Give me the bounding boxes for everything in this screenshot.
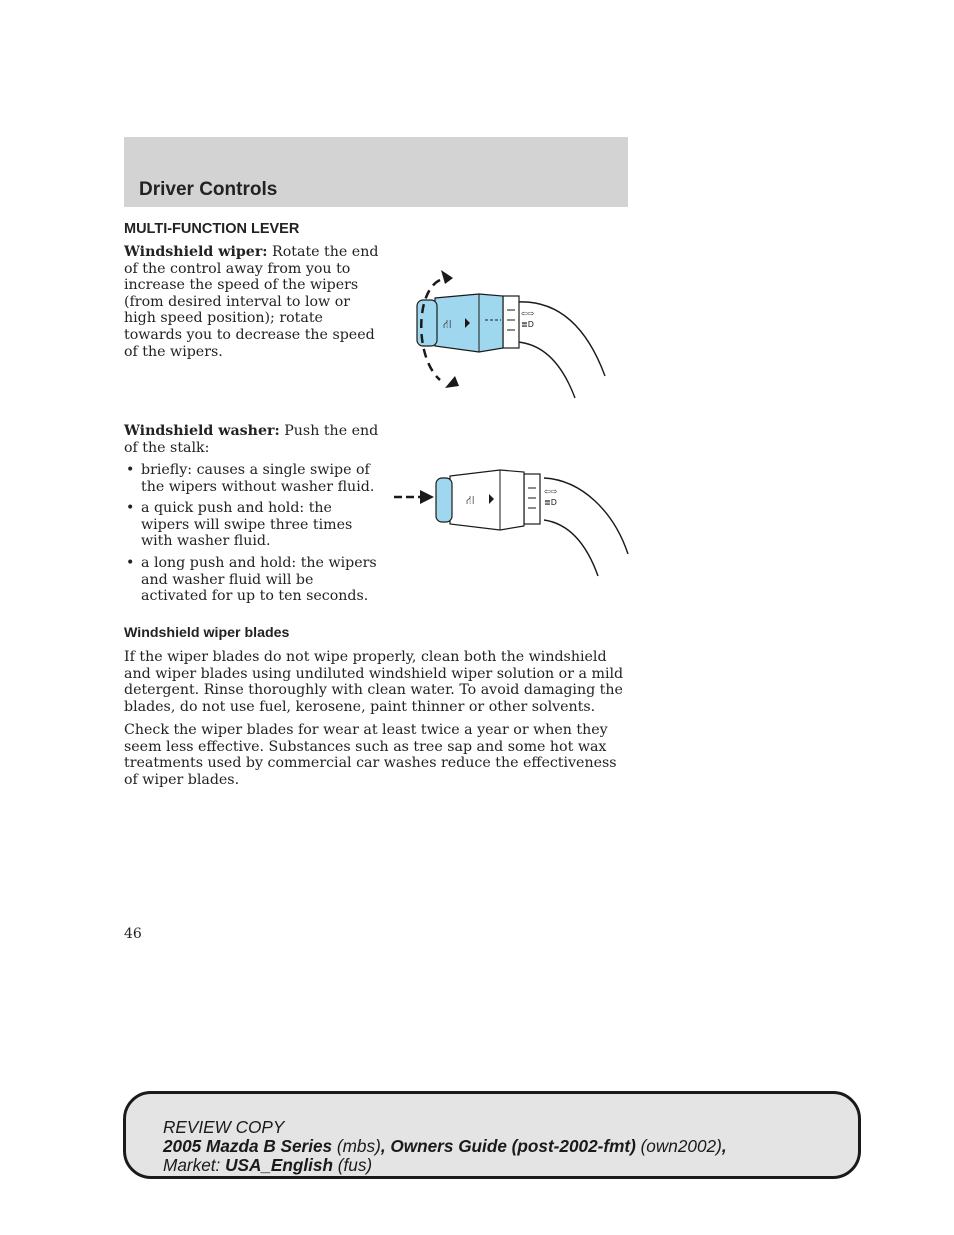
footer-market: USA_English: [225, 1155, 333, 1175]
footer-market-line: [163, 1156, 727, 1175]
section-title: MULTI-FUNCTION LEVER: [124, 221, 300, 237]
list-item: • a long push and hold: the wipers and washer fluid will be activated for up to ten seconds.: [124, 555, 379, 605]
footer-guide: Owners Guide (post-2002-fmt): [390, 1136, 636, 1156]
blades-paragraph-1: If the wiper blades do not wipe properly, clean both the windshield and wiper blades using undiluted windshield wiper solution or a mild detergent. Rinse thoroughly with clean water. To avoid damaging the blades, do not use fuel, kerosene, paint thinner or other solvents.: [124, 649, 624, 715]
wiper-label: Windshield wiper:: [124, 244, 268, 260]
footer-market-code: (fus): [333, 1155, 373, 1175]
svg-text:≣D: ≣D: [544, 498, 557, 507]
wiper-text: Rotate the end of the control away from you to increase the speed of the wipers (from desired interval to low or high speed position); rotate towards you to decrease the speed of the wipers.: [124, 244, 379, 360]
list-item: • briefly: causes a single swipe of the wipers without washer fluid.: [124, 462, 379, 495]
washer-text: Push the end of the stalk:: [124, 423, 379, 456]
page-title: Driver Controls: [139, 179, 278, 200]
page-number: 46: [124, 926, 142, 942]
svg-text:⇦⇨: ⇦⇨: [544, 487, 558, 496]
washer-label: Windshield washer:: [124, 423, 280, 439]
header-band: [124, 137, 628, 207]
washer-bullet-list: [124, 462, 379, 610]
footer-model-line: [163, 1137, 727, 1156]
washer-push-illustration: [392, 462, 632, 580]
review-copy-footer: [123, 1091, 861, 1179]
svg-text:⛙: ⛙: [443, 317, 452, 331]
footer-text: [163, 1118, 727, 1175]
svg-text:⛙: ⛙: [466, 493, 475, 507]
footer-model-code: (mbs): [332, 1136, 381, 1156]
footer-separator: ,: [721, 1136, 727, 1156]
wiper-rotate-illustration: [395, 262, 620, 402]
svg-text:⇦⇨: ⇦⇨: [521, 309, 535, 318]
list-item: • a quick push and hold: the wipers will swipe three times with washer fluid.: [124, 500, 379, 550]
footer-guide-code: (own2002): [635, 1136, 722, 1156]
footer-separator: ,: [380, 1136, 391, 1156]
wiper-paragraph: [124, 244, 379, 360]
washer-paragraph: [124, 423, 379, 456]
blades-paragraph-2: Check the wiper blades for wear at least twice a year or when they seem less effective. Substances such as tree sap and some hot wax treatments used by commercial car washes reduce the effectiveness of wiper blades.: [124, 722, 617, 788]
footer-market-label: Market:: [163, 1155, 226, 1175]
footer-model: 2005 Mazda B Series: [163, 1136, 333, 1156]
svg-text:≣D: ≣D: [521, 320, 534, 329]
blades-subtitle: Windshield wiper blades: [124, 625, 290, 641]
footer-review-line: REVIEW COPY: [163, 1117, 285, 1137]
